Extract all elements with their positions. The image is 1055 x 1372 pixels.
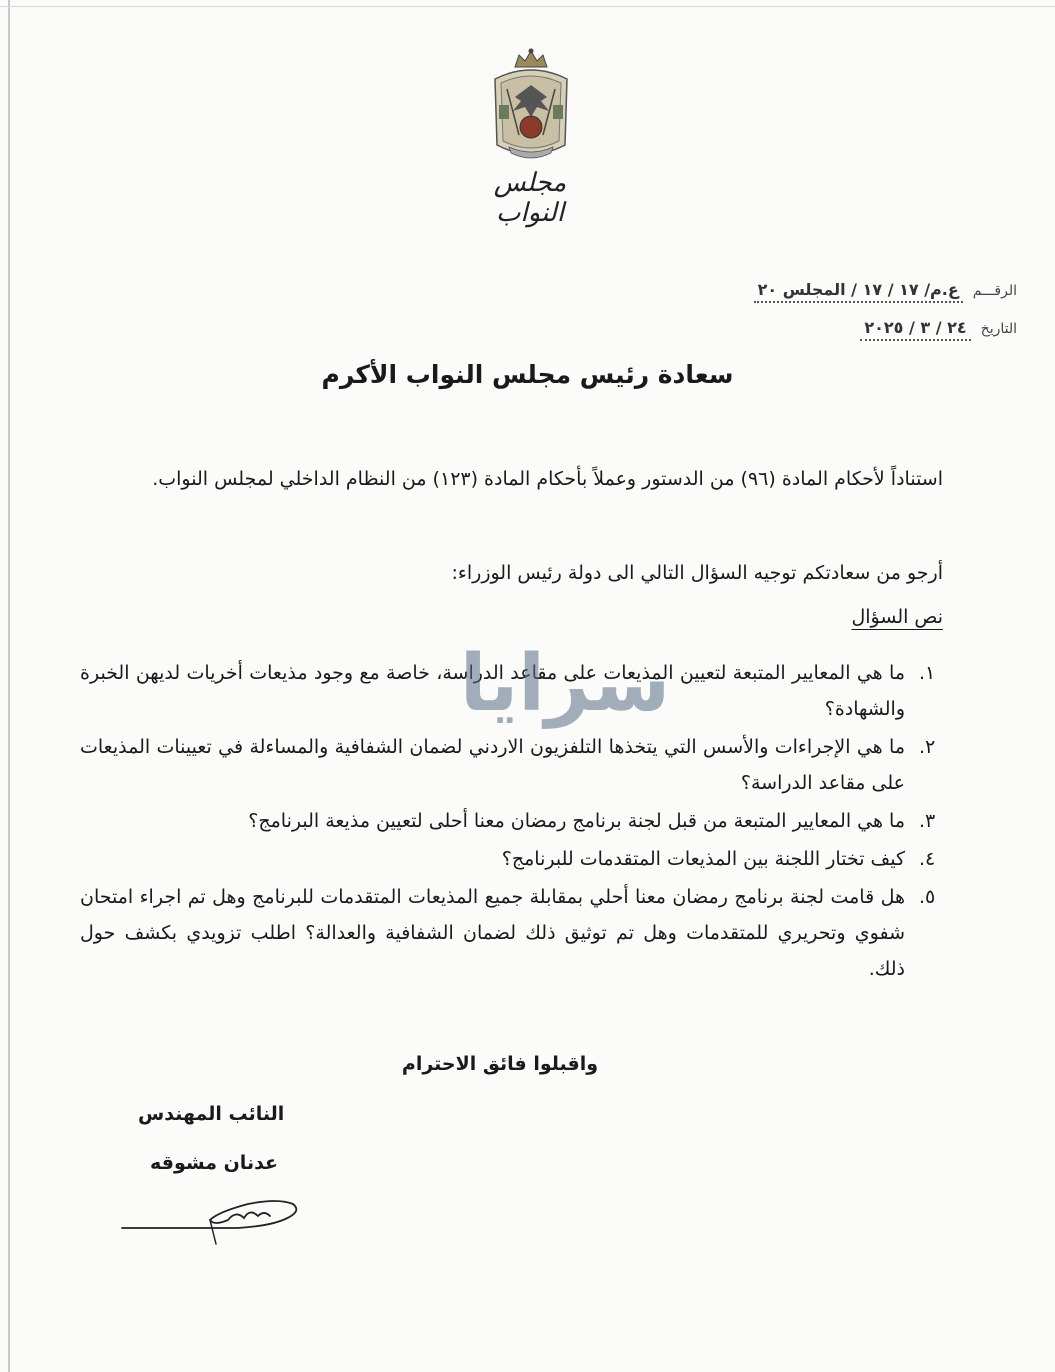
salutation-text: سعادة رئيس مجلس النواب الأكرم <box>321 360 734 389</box>
watermark-text: سرايا <box>459 639 671 729</box>
royal-emblem-icon <box>485 45 577 165</box>
closing-text: واقبلوا فائق الاحترام <box>401 1053 599 1075</box>
question-number: ٢. <box>919 736 936 758</box>
page-edge-left <box>8 0 10 1372</box>
question-number: ١. <box>919 662 936 684</box>
question-item <box>80 879 936 987</box>
question-item <box>80 803 936 839</box>
council-logo-text: مجلس النواب <box>493 168 567 228</box>
page-edge-top <box>0 6 1055 7</box>
question-number: ٥. <box>919 886 936 908</box>
question-heading: نص السؤال <box>851 606 943 628</box>
watermark-logo <box>440 630 690 740</box>
question-text: ما هي الإجراءات والأسس التي يتخذها التلفزيون الاردني لضمان الشفافية والمساءلة في تعيينات المذيعات على مقاعد الدراسة؟ <box>80 736 905 794</box>
question-item <box>80 841 936 877</box>
number-label: الرقـــم <box>972 283 1017 299</box>
question-text: هل قامت لجنة برنامج رمضان معنا أحلي بمقابلة جميع المذيعات المتقدمات للبرنامج وهل تم اجراء امتحان شفوي وتحريري للمتقدمات وهل تم توثيق ذلك لضمان الشفافية والعدالة؟ اطلب تزويدي بكشف حول ذلك. <box>80 886 905 980</box>
question-number: ٣. <box>919 810 936 832</box>
reference-number-row <box>754 280 1017 303</box>
date-label: التاريخ <box>980 321 1017 337</box>
question-text: ما هي المعايير المتبعة من قبل لجنة برنامج رمضان معنا أحلى لتعيين مذيعة البرنامج؟ <box>248 810 905 832</box>
date-row <box>860 318 1017 341</box>
question-text: كيف تختار اللجنة بين المذيعات المتقدمات للبرنامج؟ <box>501 848 905 870</box>
question-number: ٤. <box>919 848 936 870</box>
question-text: ما هي المعايير المتبعة لتعيين المذيعات على مقاعد الدراسة، خاصة مع وجود مذيعات أخريات لديهن الخبرة والشهادة؟ <box>80 662 905 720</box>
number-value: ع.م/ ١٧ / ١٧ / المجلس ٢٠ <box>754 280 963 303</box>
intro-paragraph: استناداً لأحكام المادة (٩٦) من الدستور وعملاً بأحكام المادة (١٢٣) من النظام الداخلي لمجلس النواب. <box>152 468 943 490</box>
salutation-heading <box>0 360 1055 389</box>
request-paragraph: أرجو من سعادتكم توجيه السؤال التالي الى دولة رئيس الوزراء: <box>451 562 943 584</box>
handwritten-signature <box>118 1190 318 1250</box>
date-value: ٢٤ / ٣ / ٢٠٢٥ <box>860 318 970 341</box>
signatory-title: النائب المهندس <box>138 1103 285 1125</box>
signatory-name: عدنان مشوقه <box>150 1152 279 1174</box>
